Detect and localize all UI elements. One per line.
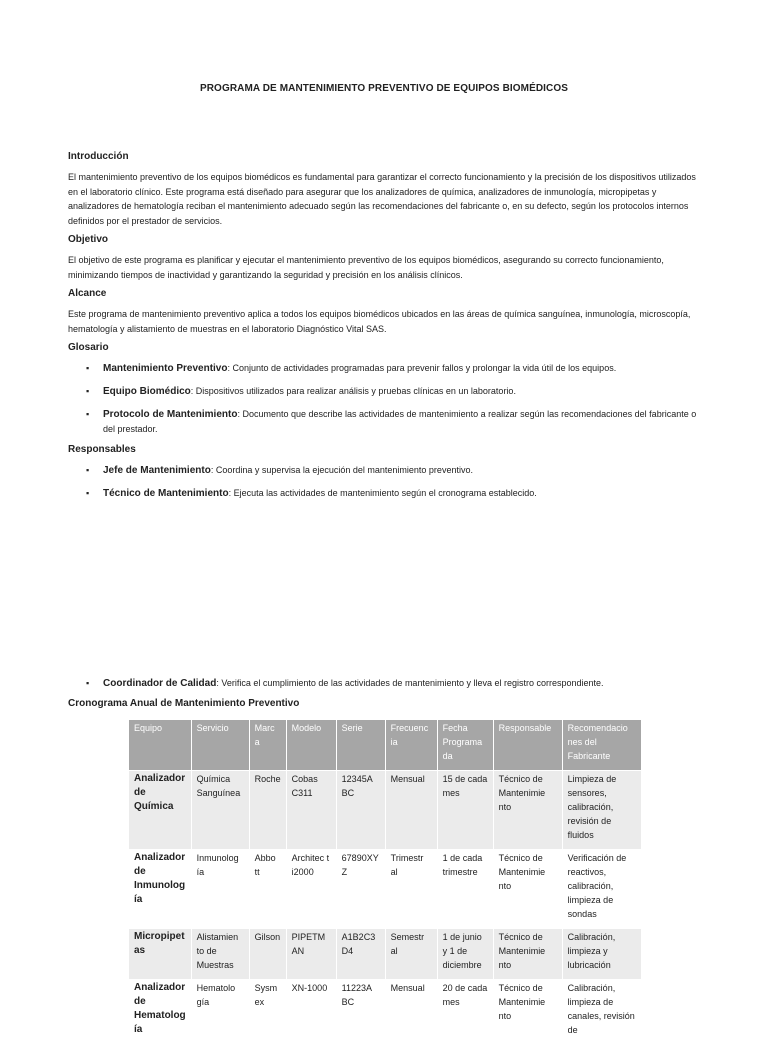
glosario-list <box>68 361 708 436</box>
glosario-desc: : Documento que describe las actividades de mantenimiento a realizar según las recomendaciones del fabricante o del prestador. <box>103 409 697 434</box>
table-cell: Analizador de Química <box>129 771 192 850</box>
table-cell: Sysm ex <box>249 980 286 1045</box>
responsable-term: Técnico de Mantenimiento <box>103 488 229 499</box>
intro-paragraph: El mantenimiento preventivo de los equipos biomédicos es fundamental para garantizar el correcto funcionamiento y la precisión de los dispositivos utilizados en el laboratorio clínico. Este programa está diseñado para asegurar que los analizadores de química, analizadores de inmunología, micropipetas y analizadores de hematología reciban el mantenimiento adecuado según las recomendaciones del fabricante o, en su defecto, según los protocolos internos definidos por el prestador de servicios. <box>68 172 696 226</box>
table-cell: Técnico de Mantenimie nto <box>493 771 562 850</box>
bullet-icon: ▪ <box>86 363 90 373</box>
table-row <box>129 850 642 929</box>
table-cell: PIPETM AN <box>286 929 336 980</box>
table-cell: XN-1000 <box>286 980 336 1045</box>
responsables-heading: Responsables <box>68 444 136 455</box>
glosario-term: Equipo Biomédico <box>103 386 191 397</box>
responsable-item <box>68 463 708 478</box>
responsable-term: Jefe de Mantenimiento <box>103 465 211 476</box>
table-cell: Limpieza de sensores, calibración, revisión de fluidos <box>562 771 641 850</box>
alcance-paragraph: Este programa de mantenimiento preventivo aplica a todos los equipos biomédicos ubicados en las áreas de química sanguínea, inmunología, microscopía, hematología y alistamiento de muestras en el laboratorio Diagnóstico Vital SAS. <box>68 309 691 334</box>
col-header-frecuencia: Frecuenc ia <box>385 720 437 771</box>
bullet-icon: ▪ <box>86 386 90 396</box>
objetivo-heading: Objetivo <box>68 234 109 245</box>
glosario-item <box>68 384 708 399</box>
responsables-list-continued <box>68 676 708 699</box>
responsable-item <box>68 486 708 501</box>
glosario-term: Mantenimiento Preventivo <box>103 363 228 374</box>
glosario-desc: : Conjunto de actividades programadas para prevenir fallos y prolongar la vida útil de los equipos. <box>227 363 617 373</box>
table-cell: Architec t i2000 <box>286 850 336 929</box>
document-body <box>68 151 708 509</box>
responsable-desc: : Verifica el cumplimiento de las actividades de mantenimiento y lleva el registro correspondiente. <box>216 678 604 688</box>
alcance-heading: Alcance <box>68 288 107 299</box>
col-header-equipo: Equipo <box>129 720 192 771</box>
table-cell: A1B2C3 D4 <box>336 929 385 980</box>
responsable-term: Coordinador de Calidad <box>103 678 217 689</box>
table-cell: Abbo tt <box>249 850 286 929</box>
glosario-item <box>68 361 708 376</box>
table-cell: 20 de cada mes <box>437 980 493 1045</box>
bullet-icon: ▪ <box>86 678 90 688</box>
schedule-table <box>128 719 642 1045</box>
table-cell: 1 de cada trimestre <box>437 850 493 929</box>
table-cell: Calibración, limpieza de canales, revisión de <box>562 980 641 1045</box>
table-cell: Trimestr al <box>385 850 437 929</box>
table-cell: 11223A BC <box>336 980 385 1045</box>
table-cell: Verificación de reactivos, calibración, limpieza de sondas <box>562 850 641 929</box>
table-row <box>129 929 642 980</box>
responsable-item <box>68 676 708 691</box>
col-header-servicio: Servicio <box>191 720 249 771</box>
table-cell: 15 de cada mes <box>437 771 493 850</box>
bullet-icon: ▪ <box>86 409 90 419</box>
table-row <box>129 771 642 850</box>
table-cell: Técnico de Mantenimie nto <box>493 929 562 980</box>
table-cell: Analizador de Hematolog ía <box>129 980 192 1045</box>
responsables-list <box>68 463 708 501</box>
col-header-recomendaciones: Recomendacio nes del Fabricante <box>562 720 641 771</box>
table-cell: 12345A BC <box>336 771 385 850</box>
table-cell: Micropipet as <box>129 929 192 980</box>
glosario-item <box>68 407 708 436</box>
col-header-modelo: Modelo <box>286 720 336 771</box>
table-cell: Gilson <box>249 929 286 980</box>
col-header-fecha: Fecha Programa da <box>437 720 493 771</box>
document-title: PROGRAMA DE MANTENIMIENTO PREVENTIVO DE EQUIPOS BIOMÉDICOS <box>199 83 569 94</box>
table-cell: Mensual <box>385 980 437 1045</box>
table-cell: Mensual <box>385 771 437 850</box>
table-cell: Calibración, limpieza y lubricación <box>562 929 641 980</box>
glosario-desc: : Dispositivos utilizados para realizar análisis y pruebas clínicas en un laboratorio. <box>190 386 516 396</box>
table-cell: Semestr al <box>385 929 437 980</box>
objetivo-paragraph: El objetivo de este programa es planificar y ejecutar el mantenimiento preventivo de los equipos biomédicos, asegurando su correcto funcionamiento, minimizando tiempos de inactividad y garantizando la seguridad y precisión en los análisis clínicos. <box>68 255 664 280</box>
table-cell: Cobas C311 <box>286 771 336 850</box>
table-cell: 1 de junio y 1 de diciembre <box>437 929 493 980</box>
table-cell: Hematolo gía <box>191 980 249 1045</box>
col-header-responsable: Responsable <box>493 720 562 771</box>
responsable-desc: : Ejecuta las actividades de mantenimiento según el cronograma establecido. <box>228 488 537 498</box>
glosario-term: Protocolo de Mantenimiento <box>103 409 238 420</box>
responsable-desc: : Coordina y supervisa la ejecución del mantenimiento preventivo. <box>210 465 473 475</box>
glosario-heading: Glosario <box>68 342 109 353</box>
table-cell: Roche <box>249 771 286 850</box>
table-cell: Alistamien to de Muestras <box>191 929 249 980</box>
bullet-icon: ▪ <box>86 465 90 475</box>
table-cell: Inmunolog ía <box>191 850 249 929</box>
table-cell: Química Sanguínea <box>191 771 249 850</box>
table-cell: Analizador de Inmunolog ía <box>129 850 192 929</box>
table-row <box>129 980 642 1045</box>
table-cell: Técnico de Mantenimie nto <box>493 850 562 929</box>
bullet-icon: ▪ <box>86 488 90 498</box>
col-header-serie: Serie <box>336 720 385 771</box>
intro-heading: Introducción <box>68 151 129 162</box>
table-cell: 67890XY Z <box>336 850 385 929</box>
table-header-row <box>129 720 642 771</box>
cronograma-heading: Cronograma Anual de Mantenimiento Preventivo <box>68 698 300 709</box>
table-cell: Técnico de Mantenimie nto <box>493 980 562 1045</box>
col-header-marca: Marc a <box>249 720 286 771</box>
